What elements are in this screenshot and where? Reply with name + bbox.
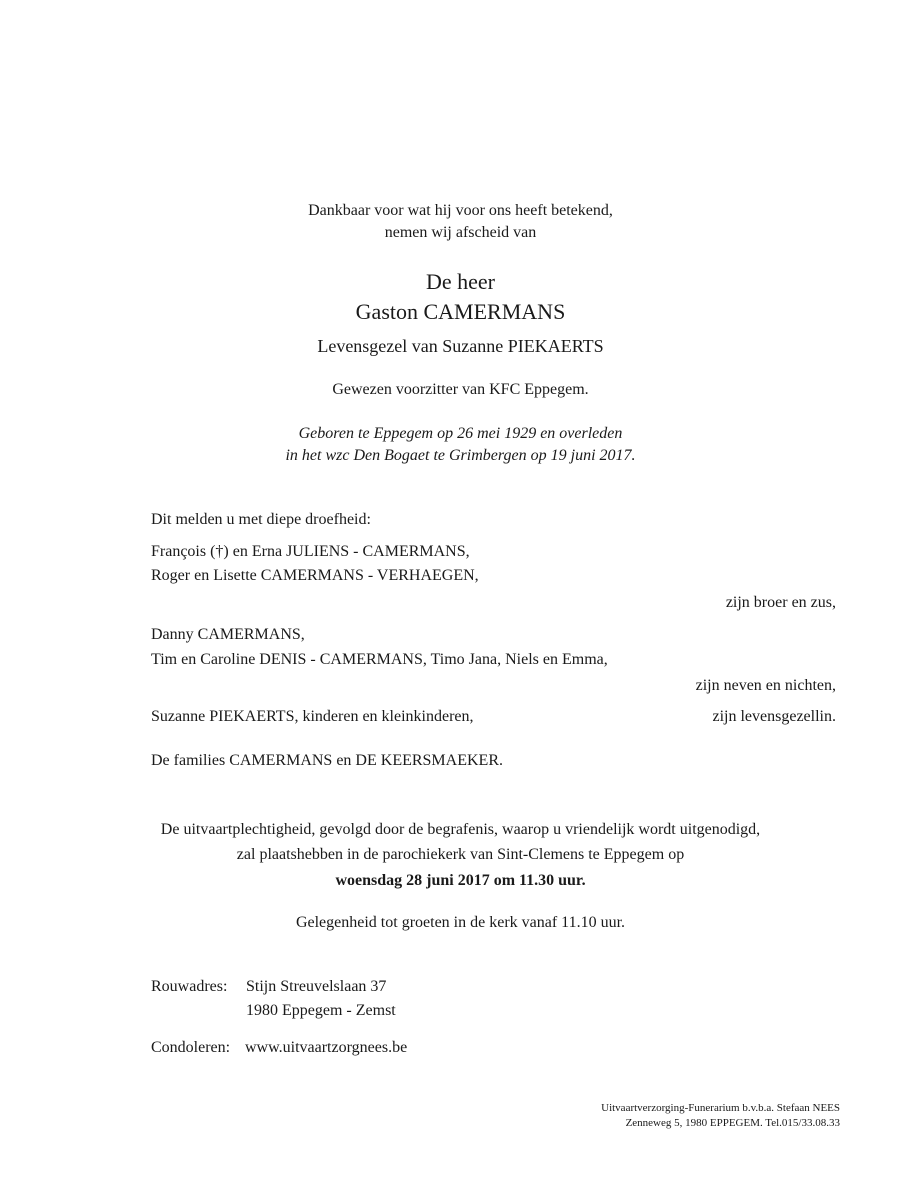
footer-line-1: Uitvaartverzorging-Funerarium b.v.b.a. Stefaan NEES [601,1102,840,1114]
address-label: Rouwadres: [151,978,228,995]
birth-death-line-1: Geboren te Eppegem op 26 mei 1929 en overleden [298,425,623,442]
greeting-line: Gelegenheid tot groeten in de kerk vanaf 11.10 uur. [295,914,626,931]
intro-line-2: nemen wij afscheid van [384,224,537,241]
ceremony-datetime: woensdag 28 juni 2017 om 11.30 uur. [335,872,586,889]
address-line-2: 1980 Eppegem - Zemst [246,1002,396,1019]
intro-line-1: Dankbaar voor wat hij voor ons heeft betekend, [308,202,613,219]
ceremony-line-2: zal plaatshebben in de parochiekerk van Sint-Clemens te Eppegem op [236,846,685,863]
condolence-url[interactable]: www.uitvaartzorgnees.be [245,1039,408,1056]
sibling-line: Roger en Lisette CAMERMANS - VERHAEGEN, [151,567,479,584]
deceased-name: Gaston CAMERMANS [355,299,566,324]
footer-line-2: Zenneweg 5, 1980 EPPEGEM. Tel.015/33.08.33 [625,1117,840,1129]
sibling-line: François (†) en Erna JULIENS - CAMERMANS, [151,543,470,560]
nephew-line: Danny CAMERMANS, [151,626,305,643]
condolence-label: Condoleren: [151,1039,231,1056]
siblings-relation: zijn broer en zus, [725,594,836,611]
announcement-heading: Dit melden u met diepe droefheid: [151,511,371,528]
families-line: De families CAMERMANS en DE KEERSMAEKER. [151,752,503,769]
partner-family-line: Suzanne PIEKAERTS, kinderen en kleinkinderen, [151,708,474,725]
role-line: Gewezen voorzitter van KFC Eppegem. [332,381,589,398]
address-line-1: Stijn Streuvelslaan 37 [246,978,387,995]
ceremony-line-1: De uitvaartplechtigheid, gevolgd door de begrafenis, waarop u vriendelijk wordt uitgenodigd, [160,821,761,838]
birth-death-line-2: in het wzc Den Bogaet te Grimbergen op 19 juni 2017. [285,447,636,464]
honorific: De heer [425,269,495,294]
nephew-line: Tim en Caroline DENIS - CAMERMANS, Timo Jana, Niels en Emma, [151,651,608,668]
nephews-relation: zijn neven en nichten, [695,677,836,694]
partner-relation: zijn levensgezellin. [712,708,836,725]
partner-line: Levensgezel van Suzanne PIEKAERTS [317,336,604,356]
